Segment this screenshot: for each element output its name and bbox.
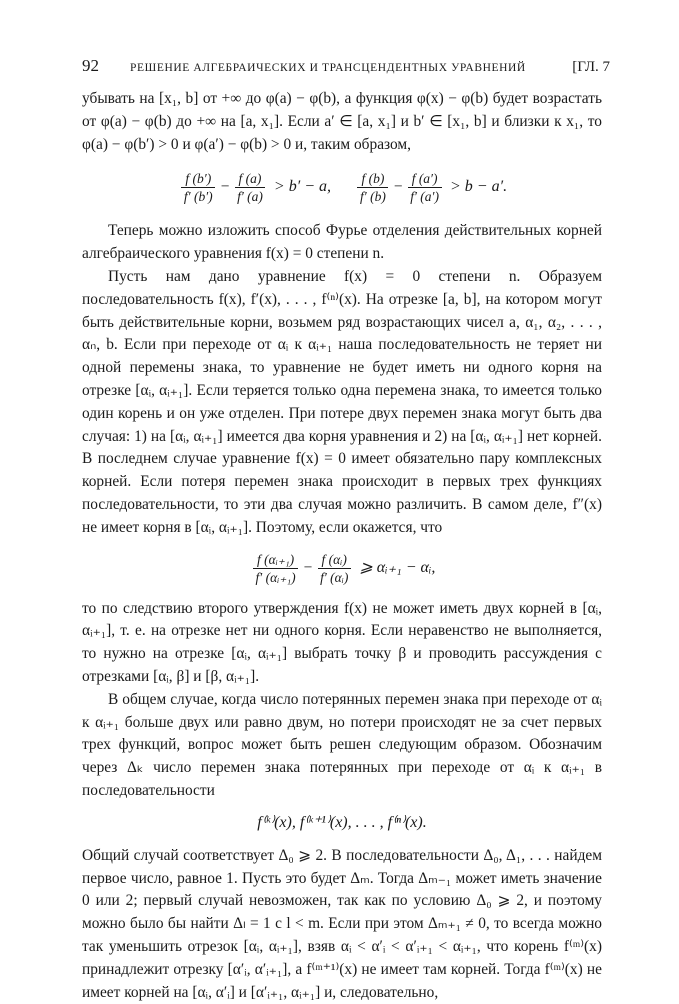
fraction: [316, 551, 352, 586]
fraction-numerator: f (αᵢ₊₁): [253, 551, 298, 569]
fraction: [252, 551, 300, 586]
fraction: [356, 170, 390, 205]
fraction: [406, 170, 443, 205]
paragraph-4: то по следствию второго утверждения f(x) не может иметь двух корней в [αᵢ, αᵢ₊₁], т. е. на отрезке нет ни одного корня. Если неравенство не выполняется, то нужно на отрезке [αᵢ, αᵢ₊₁] выбрать точку β и проводить рассуждения с отрезками [αᵢ, β] и [β, αᵢ₊₁].: [82, 599, 602, 685]
paragraph-2: Теперь можно изложить способ Фурье отделения действительных корней алгебраического уравнения f(x) = 0 степени n.: [82, 222, 602, 263]
inequality-right-side: > b − a′.: [450, 177, 508, 195]
fraction-denominator: f′ (b′): [183, 188, 213, 204]
fraction-numerator: f (αᵢ): [318, 551, 351, 569]
minus-sign: −: [302, 559, 314, 577]
running-header: [82, 56, 610, 78]
fraction-numerator: f (a): [235, 170, 266, 188]
chapter-marker: [ГЛ. 7: [572, 59, 610, 75]
fraction: [180, 170, 217, 205]
fraction: [233, 170, 267, 205]
formula-alpha-inequality: [82, 542, 602, 596]
fraction-numerator: f (a′): [408, 170, 442, 188]
paragraph-6: Общий случай соответствует Δ₀ ⩾ 2. В последовательности Δ₀, Δ₁, . . . найдем первое число, равное 1. Пусть это будет Δₘ. Тогда Δₘ₋₁ может иметь значение 0 или 2; первый случай невозможен, так как по условию Δ₀ ⩾ 2, и поэтому можно было бы найти Δₗ = 1 с l < m. Если при этом Δₘ₊₁ ≠ 0, то всегда можно так уменьшить отрезок [αᵢ, αᵢ₊₁], взяв αᵢ < α′ᵢ < α′ᵢ₊₁ < αᵢ₊₁, что корень f⁽ᵐ⁾(x) принадлежит отрезку [α′ᵢ, α′ᵢ₊₁], а f⁽ᵐ⁺¹⁾(x) не имеет там корней. Тогда f⁽ᵐ⁾(x) не имеет корней на [αᵢ, α′ᵢ] и [α′ᵢ₊₁, αᵢ₊₁] и, следовательно,: [82, 846, 602, 1001]
inequality-right-side: > b′ − a,: [273, 177, 331, 195]
minus-sign: −: [219, 177, 231, 195]
page-number: 92: [82, 56, 99, 75]
running-title: РЕШЕНИЕ АЛГЕБРАИЧЕСКИХ И ТРАНСЦЕНДЕНТНЫХ УРАВНЕНИЙ: [130, 62, 526, 74]
fraction-denominator: f′ (a′): [410, 188, 439, 204]
fraction-numerator: f (b): [357, 170, 388, 188]
fraction-numerator: f (b′): [181, 170, 215, 188]
paragraph-1: убывать на [x₁, b] от +∞ до φ(a) − φ(b), а функция φ(x) − φ(b) будет возрастать от φ(a) − φ(b) до +∞ на [a, x₁]. Если a′ ∈ [a, x₁] и b′ ∈ [x₁, b] и близки к x₁, то φ(a) − φ(b′) > 0 и φ(a′) − φ(b) > 0 и, таким образом,: [82, 90, 602, 153]
fraction-denominator: f′ (αᵢ₊₁): [255, 570, 296, 586]
fraction-denominator: f′ (a): [237, 188, 263, 204]
page-body: [82, 88, 602, 1004]
minus-sign: −: [392, 177, 404, 195]
fraction-denominator: f′ (αᵢ): [320, 570, 349, 586]
paragraph-5: В общем случае, когда число потерянных перемен знака при переходе от αᵢ к αᵢ₊₁ больше двух или равно двум, но потери происходят не за счет первых трех функций, вопрос может быть решен следующим образом. Обозначим через Δₖ число перемен знака потерянных при переходе от αᵢ к αᵢ₊₁ в последовательности: [82, 690, 602, 799]
formula-derivative-sequence: f⁽ᵏ⁾(x), f⁽ᵏ⁺¹⁾(x), . . . , f⁽ⁿ⁾(x).: [257, 814, 427, 832]
inequality-right-side: ⩾ αᵢ₊₁ − αᵢ,: [359, 559, 436, 577]
fraction-denominator: f′ (b): [360, 188, 386, 204]
formula-fraction-inequalities: [82, 160, 602, 214]
paragraph-3: Пусть нам дано уравнение f(x) = 0 степени n. Образуем последовательность f(x), f′(x), . . . , f⁽ⁿ⁾(x). На отрезке [a, b], на котором могут быть действительные корни, возьмем ряд возрастающих чисел a, α₁, α₂, . . . , αₙ, b. Если при переходе от αᵢ к αᵢ₊₁ наша последовательность не теряет ни одной перемены знака, то уравнение не будет иметь ни одного корня на отрезке [αᵢ, αᵢ₊₁]. Если теряется только одна перемена знака, то имеется только один корень и он уже отделен. При потере двух перемен знака могут быть два случая: 1) на [αᵢ, αᵢ₊₁] имеется два корня уравнения и 2) на [αᵢ, αᵢ₊₁] нет корней. В последнем случае уравнение f(x) = 0 имеет обязательно пару комплексных корней. Если потеря перемен знака происходит в первых трех функциях последовательности, то эти два случая можно различить. В самом деле, f″(x) не имеет корня в [αᵢ, αᵢ₊₁]. Поэтому, если окажется, что: [82, 267, 602, 536]
